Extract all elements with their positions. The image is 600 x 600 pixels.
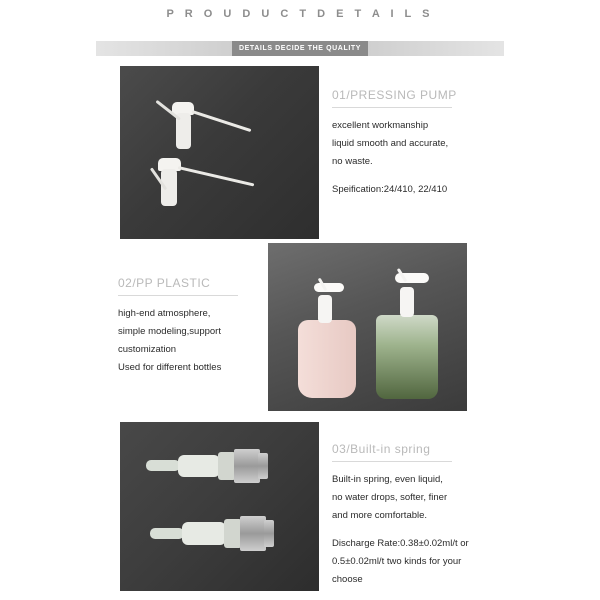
ribbon-label: DETAILS DECIDE THE QUALITY bbox=[232, 41, 368, 56]
section-1-rule bbox=[332, 107, 452, 108]
section-3-text bbox=[332, 442, 518, 589]
section-1-spec: Speification:24/410, 22/410 bbox=[332, 184, 448, 195]
section-2-line-2: simple modeling,support bbox=[118, 326, 221, 337]
section-1-line-2: liquid smooth and accurate, bbox=[332, 138, 449, 149]
section-2-image bbox=[268, 243, 467, 411]
section-3-image bbox=[120, 422, 319, 591]
section-1-line-3: no waste. bbox=[332, 156, 373, 167]
section-2-rule bbox=[118, 295, 238, 296]
section-1-image bbox=[120, 66, 319, 239]
section-3-line-1: Built-in spring, even liquid, bbox=[332, 474, 443, 485]
section-3-line-2: no water drops, softer, finer bbox=[332, 492, 448, 503]
section-3-line-3: and more comfortable. bbox=[332, 510, 428, 521]
section-1-line-1: excellent workmanship bbox=[332, 120, 429, 131]
section-3-spec-line-3: choose bbox=[332, 574, 363, 585]
section-2-line-1: high-end atmosphere, bbox=[118, 308, 211, 319]
section-2-line-3: customization bbox=[118, 344, 177, 355]
section-3-number: 03/Built-in spring bbox=[332, 442, 431, 456]
ribbon-right-gradient bbox=[368, 41, 504, 56]
section-2-number: 02/PP PLASTIC bbox=[118, 276, 211, 290]
ribbon-left-gradient bbox=[96, 41, 232, 56]
details-ribbon bbox=[96, 41, 504, 56]
section-2-line-4: Used for different bottles bbox=[118, 362, 222, 373]
section-3-rule bbox=[332, 461, 452, 462]
section-1-number: 01/PRESSING PUMP bbox=[332, 88, 457, 102]
section-3-spec-line-1: Discharge Rate:0.38±0.02ml/t or bbox=[332, 538, 469, 549]
section-3-spec-line-2: 0.5±0.02ml/t two kinds for your bbox=[332, 556, 462, 567]
section-2-text bbox=[118, 276, 293, 377]
section-1-text bbox=[332, 88, 512, 199]
page-title: P R O U D U C T D E T A I L S bbox=[166, 8, 434, 20]
